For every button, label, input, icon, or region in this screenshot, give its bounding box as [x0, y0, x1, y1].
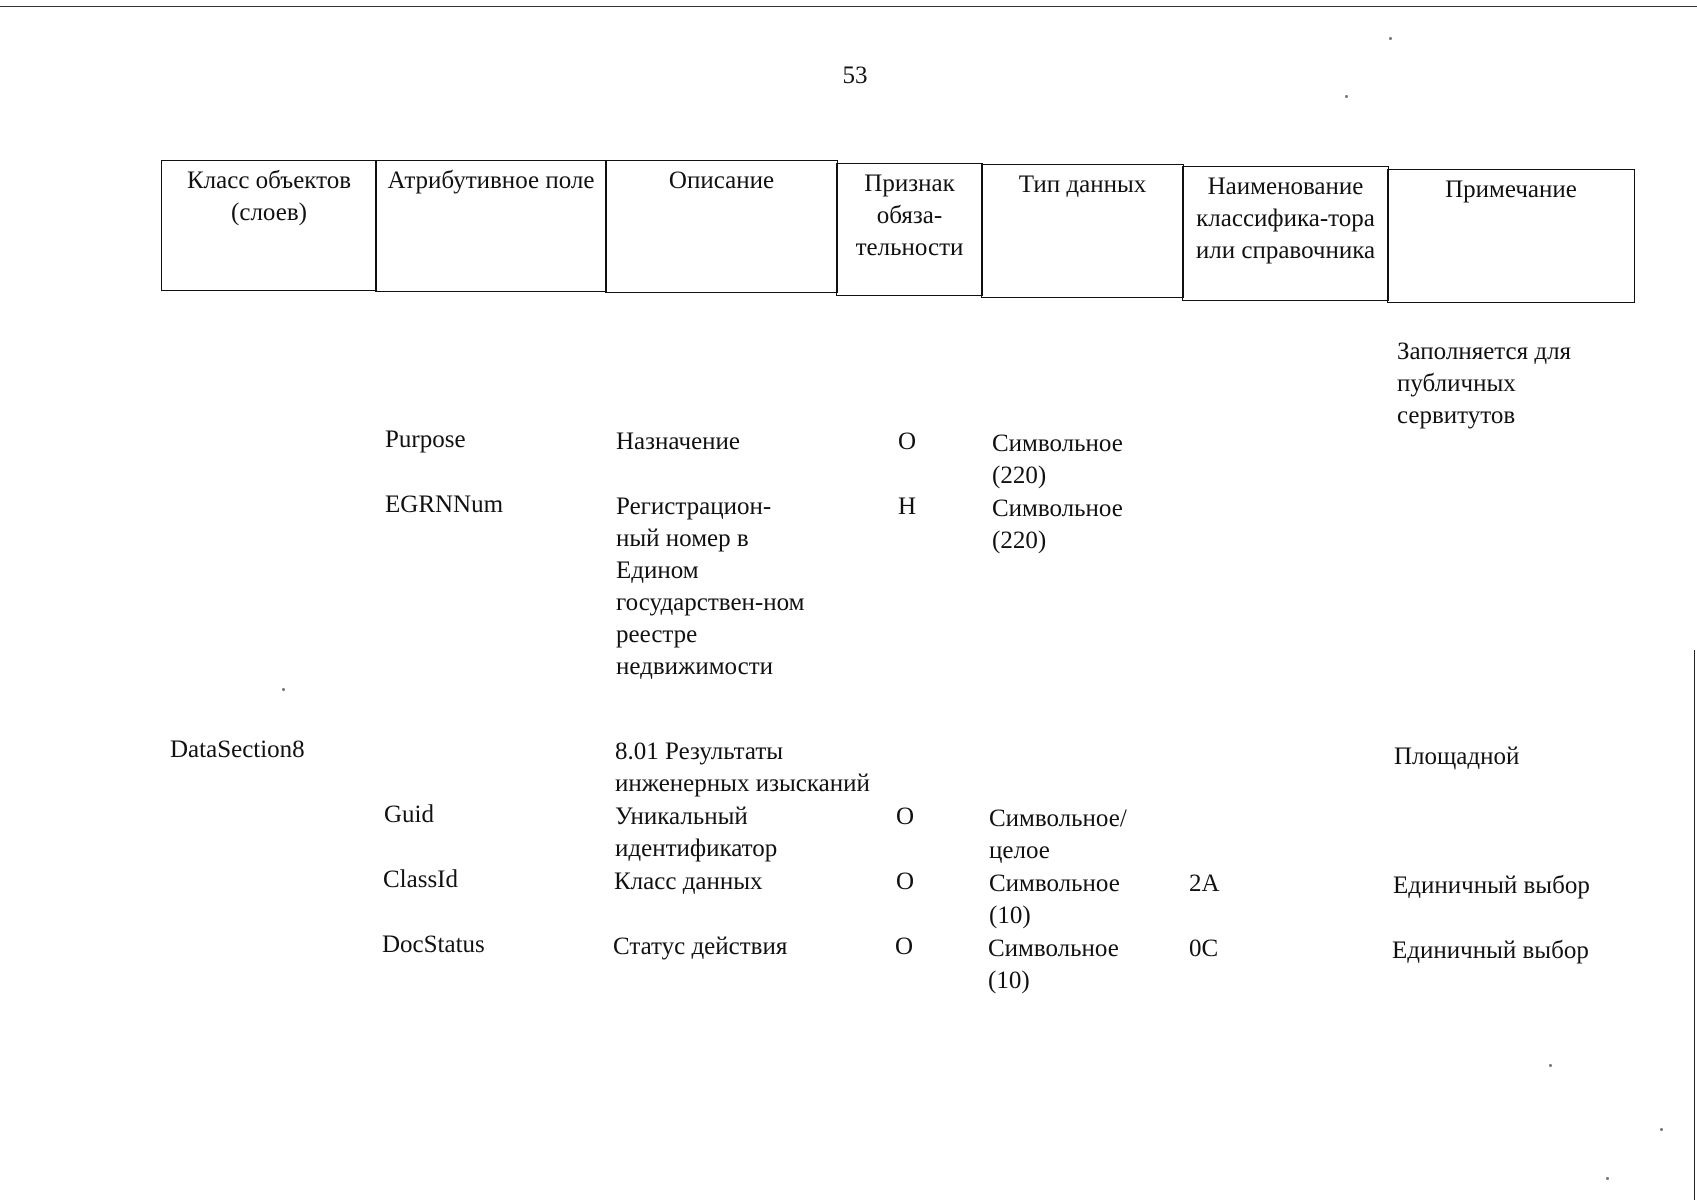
attribute-cell: EGRNNum — [385, 491, 504, 518]
note-cell: Площадной — [1394, 743, 1520, 770]
description-cell: Уникальный идентификатор — [615, 803, 778, 862]
mandatory-cell: О — [898, 428, 917, 455]
description-cell: Класс данных — [614, 868, 763, 895]
classifier-cell: 2А — [1189, 870, 1220, 897]
data-type-cell: Символьное/ целое — [989, 805, 1127, 864]
attribute-cell: ClassId — [383, 866, 458, 893]
header-classifier: Наименование классифика-тора или справочника — [1182, 166, 1389, 301]
data-type-cell: Символьное (10) — [989, 870, 1120, 929]
description-cell: Статус действия — [613, 933, 788, 960]
header-class: Класс объектов (слоев) — [161, 160, 377, 291]
mandatory-cell: О — [896, 868, 915, 895]
scan-speck — [1389, 37, 1392, 40]
data-type-cell: Символьное (10) — [988, 935, 1119, 994]
data-type-cell: Символьное (220) — [992, 430, 1123, 489]
class-cell: DataSection8 — [170, 736, 305, 763]
attribute-cell: DocStatus — [382, 931, 485, 958]
header-note: Примечание — [1387, 169, 1635, 303]
classifier-cell: 0С — [1189, 935, 1219, 962]
note-cell: Единичный выбор — [1393, 872, 1590, 899]
note-cell: Заполняется для публичных сервитутов — [1397, 338, 1572, 429]
scan-speck — [1549, 1064, 1552, 1067]
mandatory-cell: Н — [898, 493, 917, 520]
mandatory-cell: О — [895, 933, 914, 960]
attribute-cell: Purpose — [385, 426, 466, 453]
header-description: Описание — [605, 160, 838, 293]
description-cell: 8.01 Результаты инженерных изысканий — [615, 738, 870, 797]
scan-speck — [1345, 95, 1348, 98]
scan-speck — [282, 688, 285, 691]
header-mandatory: Признак обяза-тельности — [836, 163, 983, 296]
page-number: 53 — [842, 62, 868, 89]
header-data-type: Тип данных — [981, 164, 1184, 298]
note-cell: Единичный выбор — [1392, 937, 1589, 964]
top-rule — [0, 6, 1697, 7]
right-margin-rule — [1694, 650, 1695, 1200]
scan-speck — [1660, 1128, 1663, 1131]
header-attribute: Атрибутивное поле — [375, 160, 607, 292]
scan-speck — [1606, 1177, 1609, 1180]
mandatory-cell: О — [896, 803, 915, 830]
description-cell: Регистрацион-ный номер в Едином государствен-ном реестре недвижимости — [616, 493, 805, 680]
description-cell: Назначение — [616, 428, 741, 455]
data-type-cell: Символьное (220) — [992, 495, 1123, 554]
attribute-cell: Guid — [384, 801, 434, 828]
